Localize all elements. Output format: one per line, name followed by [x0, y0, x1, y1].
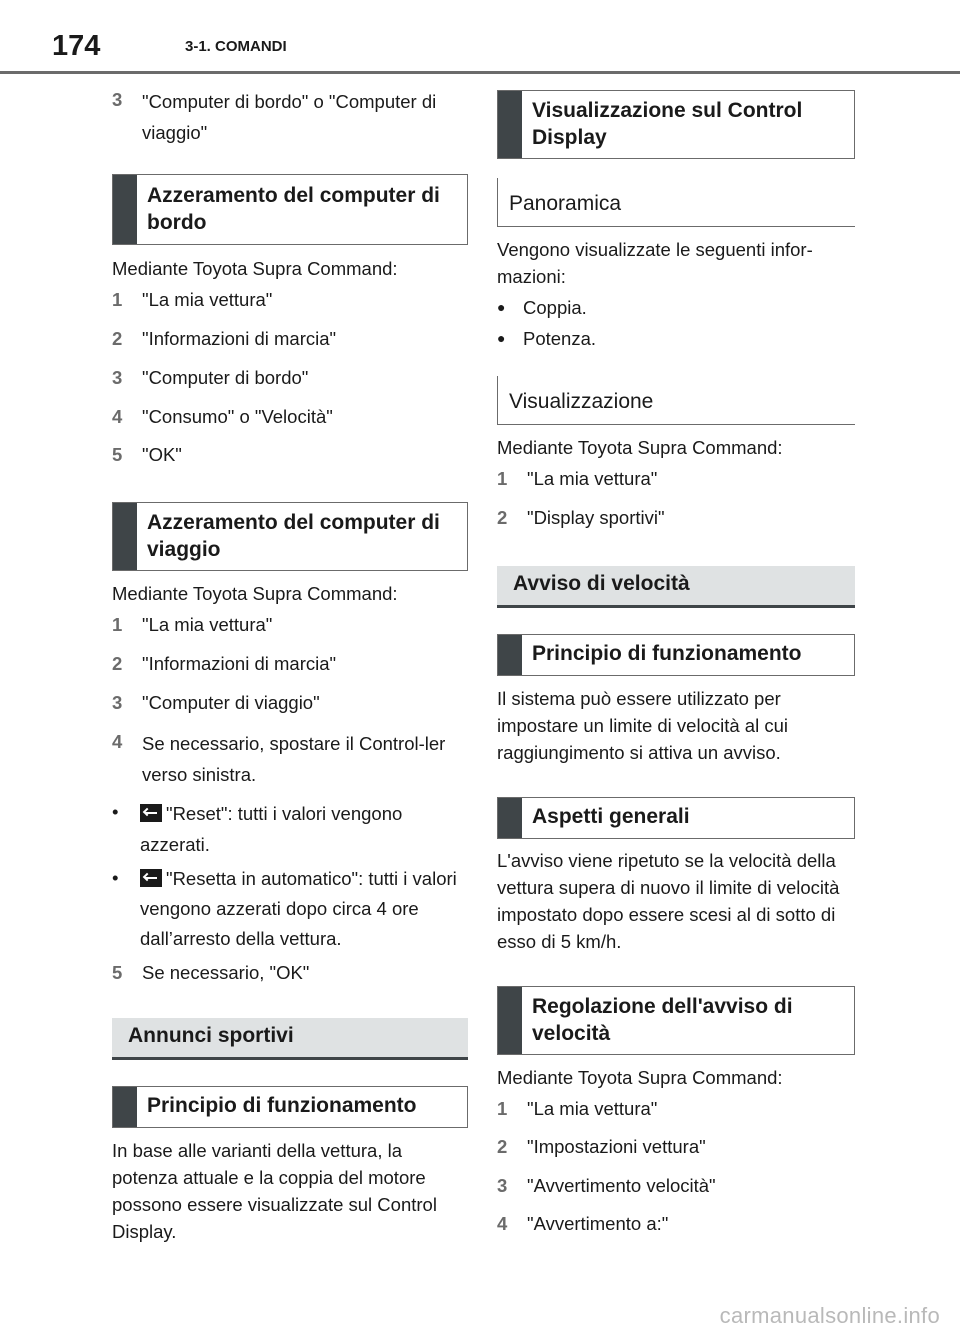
step-text: "OK" [142, 444, 182, 465]
step-number: 2 [112, 653, 123, 674]
subsection-heading-box [497, 376, 855, 425]
step-item [497, 504, 855, 531]
section-heading-box [497, 986, 855, 1055]
step-text: "Computer di viaggio" [142, 692, 320, 713]
bullet-mark: • [112, 867, 119, 888]
subsection-heading: Visualizzazione [509, 390, 654, 413]
step-item [497, 1210, 855, 1237]
bullet-dot: ● [497, 330, 506, 346]
step-number: 3 [497, 1175, 508, 1196]
heading-bar [113, 503, 137, 570]
section-heading-box [497, 90, 855, 159]
step-number: 4 [112, 406, 123, 427]
bullet-text: "Reset": tutti i valori vengono azzerati. [140, 803, 403, 855]
subsection-heading-box [497, 178, 855, 227]
step-number: 3 [112, 367, 123, 388]
heading-bar [113, 1087, 137, 1127]
step-number: 2 [112, 328, 123, 349]
intro-text: Mediante Toyota Supra Command: [112, 583, 398, 604]
bullet-item [112, 864, 468, 954]
step-item [112, 959, 468, 986]
heading-bar [498, 798, 522, 838]
step-text: "Consumo" o "Velocità" [142, 406, 333, 427]
step-number: 3 [112, 692, 123, 713]
step-item [112, 286, 468, 313]
chapter-heading: Avviso di velocità [513, 572, 690, 595]
subsection-heading: Panoramica [509, 192, 622, 215]
step-text: "La mia vettura" [142, 614, 273, 635]
section-heading: Azzeramento del computer di viaggio [147, 511, 440, 561]
page-number: 174 [52, 30, 101, 62]
chapter-heading-box [497, 566, 855, 608]
bullet-mark: • [112, 801, 119, 822]
step-number: 4 [497, 1213, 508, 1234]
section-heading: Azzeramento del computer di bordo [147, 184, 440, 234]
step-item [112, 364, 468, 391]
step-item [112, 325, 468, 352]
section-heading-box [497, 797, 855, 839]
step-text: "Computer di bordo" [142, 367, 309, 388]
heading-bar [498, 987, 522, 1054]
header-rule [0, 71, 960, 74]
bullet-dot: ● [497, 299, 506, 315]
section-heading: Principio di funzionamento [532, 642, 802, 665]
step-text: Se necessario, "OK" [142, 962, 310, 983]
bullet-item [112, 798, 468, 860]
watermark: carmanualsonline.info [719, 1303, 940, 1328]
step-number: 1 [112, 614, 123, 635]
body-paragraph: Il sistema può essere utilizzato per impostare un limite di velocità al cui raggiungimento si attiva un avviso. [497, 688, 788, 763]
section-heading: Aspetti generali [532, 805, 690, 828]
section-heading: Visualizzazione sul Control Display [532, 99, 803, 149]
step-text: "Avvertimento velocità" [527, 1175, 716, 1196]
section-heading: Regolazione dell'avviso di velocità [532, 995, 793, 1045]
section-heading: Principio di funzionamento [147, 1094, 417, 1117]
step-number: 4 [112, 731, 123, 752]
step-item [497, 1172, 855, 1199]
auto-reset-icon [140, 869, 162, 887]
step-text: "La mia vettura" [142, 289, 273, 310]
step-item [112, 441, 468, 468]
step-text: "Display sportivi" [527, 507, 665, 528]
list-item [497, 294, 855, 321]
step-number: 1 [112, 289, 123, 310]
body-paragraph: L'avviso viene ripetuto se la velocità della vettura supera di nuovo il limite di velocità impostato dopo essere scesi al di sotto di esso di 5 km/h. [497, 850, 840, 952]
step-item [112, 86, 468, 148]
body-paragraph: Vengono visualizzate le seguenti infor-mazioni: [497, 239, 813, 287]
step-text: "La mia vettura" [527, 468, 658, 489]
heading-bar [498, 91, 522, 158]
step-text: "Avvertimento a:" [527, 1213, 669, 1234]
heading-bar [113, 175, 137, 244]
step-text: "Informazioni di marcia" [142, 653, 337, 674]
step-item [112, 728, 468, 790]
step-number: 3 [112, 89, 123, 110]
intro-text: Mediante Toyota Supra Command: [112, 258, 398, 279]
intro-text: Mediante Toyota Supra Command: [497, 437, 783, 458]
bullet-text: "Resetta in automatico": tutti i valori vengono azzerati dopo circa 4 ore dall’arresto della vettura. [140, 868, 457, 949]
heading-bar [498, 635, 522, 675]
section-heading-box [497, 634, 855, 676]
step-number: 2 [497, 1136, 508, 1157]
step-number: 1 [497, 468, 508, 489]
chapter-heading: Annunci sportivi [128, 1024, 294, 1047]
step-text: Se necessario, spostare il Control-ler verso sinistra. [142, 733, 446, 785]
step-text: "Impostazioni vettura" [527, 1136, 706, 1157]
step-text: "Informazioni di marcia" [142, 328, 337, 349]
intro-text: Mediante Toyota Supra Command: [497, 1067, 783, 1088]
reset-icon [140, 804, 162, 822]
step-item [112, 403, 468, 430]
step-text: "La mia vettura" [527, 1098, 658, 1119]
chapter-title: 3-1. COMANDI [185, 38, 287, 55]
section-heading-box [112, 502, 468, 571]
step-number: 5 [112, 962, 123, 983]
list-item-text: Potenza. [523, 328, 597, 349]
step-number: 2 [497, 507, 508, 528]
step-number: 1 [497, 1098, 508, 1119]
list-item [497, 325, 855, 352]
list-item-text: Coppia. [523, 297, 587, 318]
chapter-heading-box [112, 1018, 468, 1060]
step-item [497, 1095, 855, 1122]
step-item [112, 611, 468, 638]
step-item [112, 650, 468, 677]
step-number: 5 [112, 444, 123, 465]
step-item [112, 689, 468, 716]
step-item [497, 1133, 855, 1160]
body-paragraph: In base alle varianti della vettura, la potenza attuale e la coppia del motore possono essere visualizzate sul Control Display. [112, 1140, 437, 1242]
section-heading-box [112, 1086, 468, 1128]
section-heading-box [112, 174, 468, 245]
step-text: "Computer di bordo" o "Computer di viaggio" [142, 91, 437, 143]
step-item [497, 465, 855, 492]
